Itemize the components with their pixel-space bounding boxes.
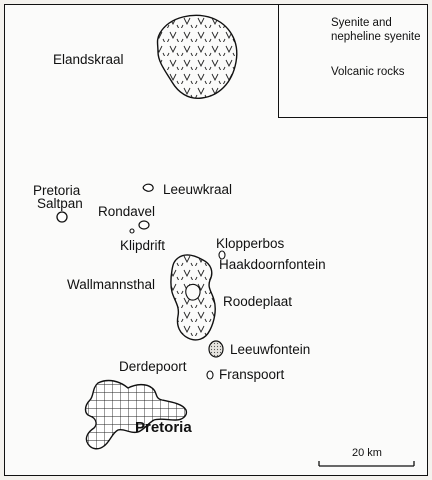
- label-derdepoort: Derdepoort: [119, 359, 187, 374]
- label-leeuwfontein: Leeuwfontein: [230, 342, 311, 357]
- pretoria-syenite-body: [86, 381, 187, 449]
- legend-syenite-label: [331, 16, 421, 44]
- label-roodeplaat: Roodeplaat: [223, 294, 293, 309]
- label-pretoria: Pretoria: [135, 419, 192, 436]
- label-pretoria-saltpan-line1: Pretoria: [33, 183, 81, 198]
- label-leeuwkraal: Leeuwkraal: [163, 182, 233, 197]
- legend-syenite-line1: Syenite and: [331, 17, 392, 29]
- pretoria-saltpan-crater: [57, 212, 67, 222]
- label-rondavel: Rondavel: [98, 204, 156, 219]
- label-klipdrift: Klipdrift: [120, 238, 166, 253]
- complex-inner-hole: [186, 284, 200, 300]
- leeuwfontein-body: [209, 341, 223, 357]
- label-klopperbos: Klopperbos: [216, 236, 285, 251]
- franspoort-body: [207, 371, 213, 379]
- label-haakdoornfontein: Haakdoornfontein: [219, 257, 326, 272]
- label-elandskraal: Elandskraal: [53, 52, 124, 67]
- leeuwkraal-body: [143, 184, 153, 191]
- elandskraal-volcanic-body: [158, 15, 237, 98]
- legend-syenite-line2: nepheline syenite: [331, 31, 421, 43]
- label-wallmannsthal: Wallmannsthal: [67, 277, 156, 292]
- rondavel-body: [139, 221, 149, 229]
- label-pretoria-saltpan-line2: Saltpan: [37, 196, 83, 211]
- label-franspoort: Franspoort: [219, 367, 285, 382]
- legend-volcanic-label: Volcanic rocks: [331, 66, 405, 78]
- klipdrift-body: [130, 229, 134, 233]
- scale-bar-label: 20 km: [352, 447, 382, 459]
